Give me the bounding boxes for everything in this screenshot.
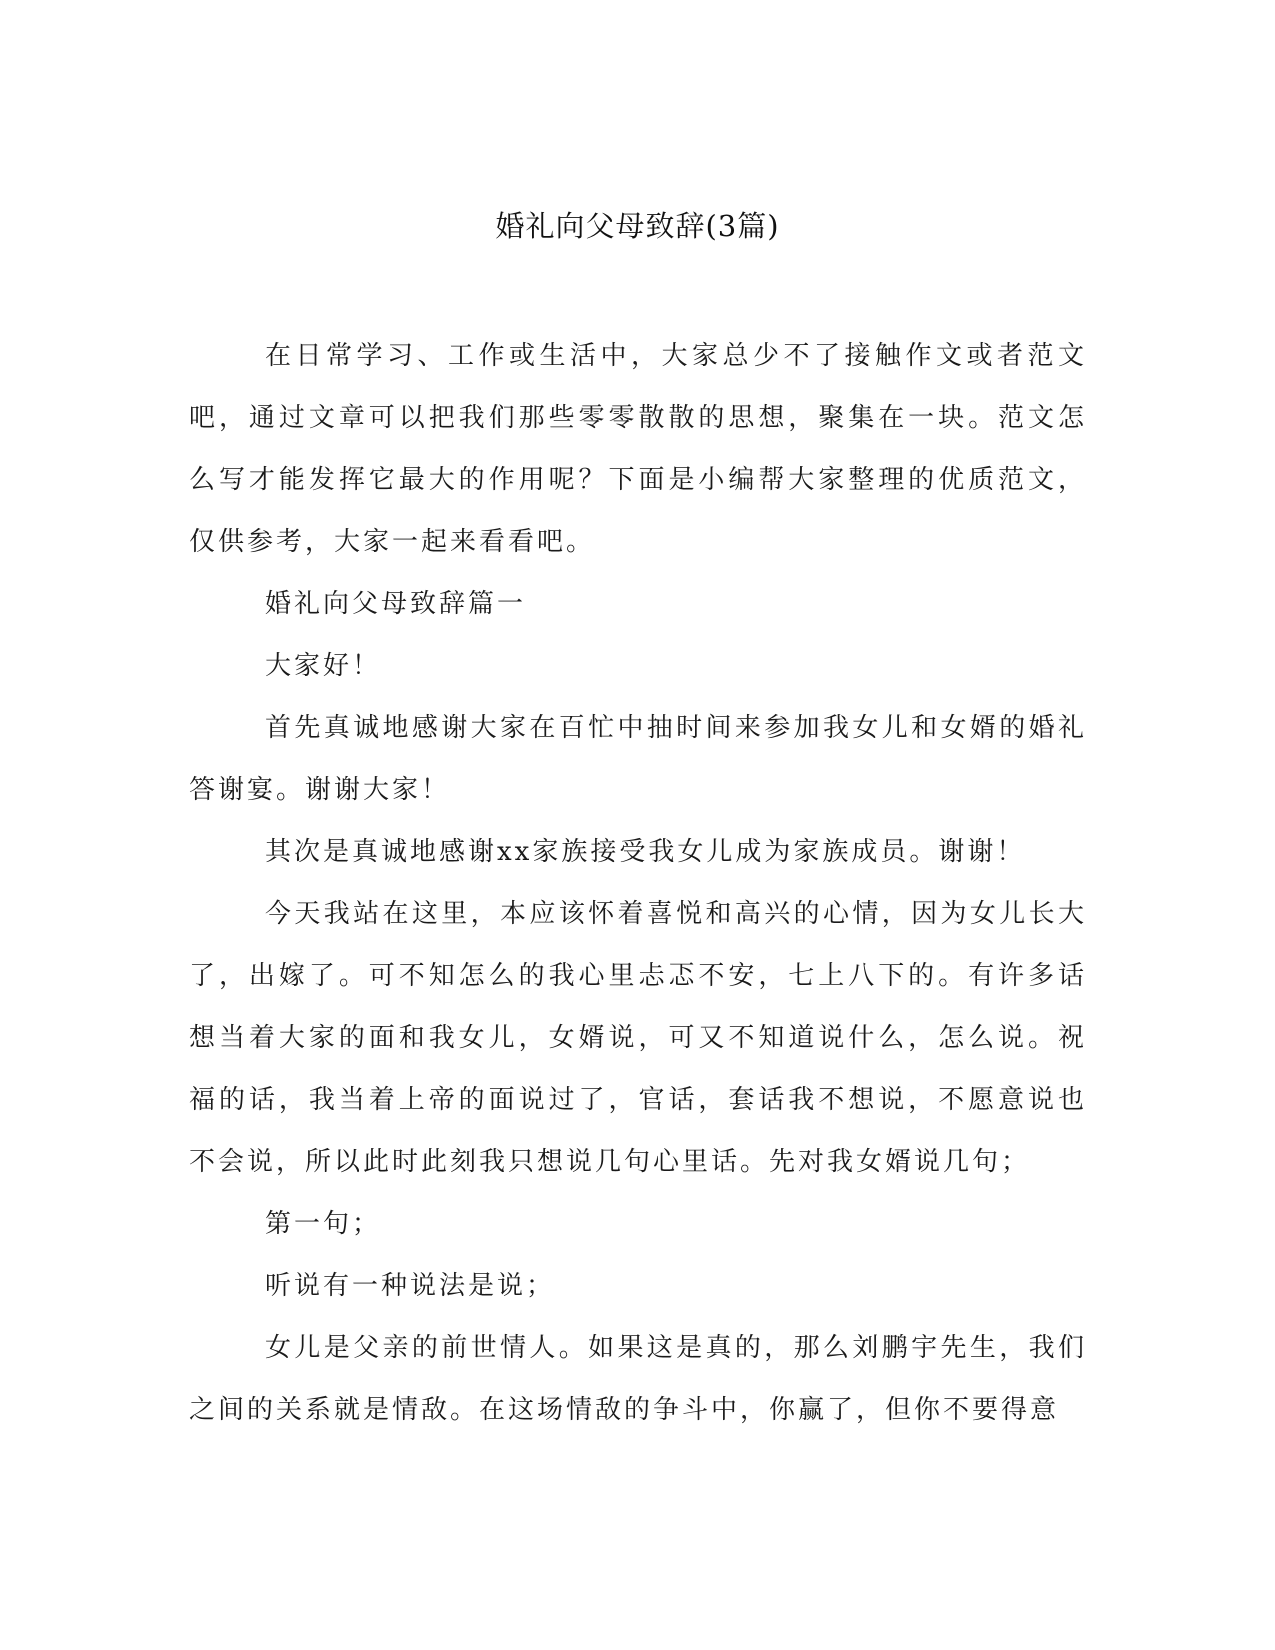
paragraph-intro: 在日常学习、工作或生活中，大家总少不了接触作文或者范文吧，通过文章可以把我们那些零零散散的思想，聚集在一块。范文怎么写才能发挥它最大的作用呢？下面是小编帮大家整理的优质范文，仅供参考，大家一起来看看吧。: [189, 341, 1087, 557]
paragraph-section-heading: 婚礼向父母致辞篇一: [265, 589, 527, 619]
document-body: [189, 325, 1087, 1441]
paragraph-saying: 听说有一种说法是说；: [265, 1271, 556, 1301]
paragraph-thanks-family: 其次是真诚地感谢xx家族接受我女儿成为家族成员。谢谢！: [265, 837, 1026, 867]
paragraph-greeting: 大家好！: [265, 651, 382, 681]
paragraph-rival: 女儿是父亲的前世情人。如果这是真的，那么刘鹏宇先生，我们之间的关系就是情敌。在这场情敌的争斗中，你赢了，但你不要得意: [189, 1333, 1087, 1425]
paragraph-feelings: 今天我站在这里，本应该怀着喜悦和高兴的心情，因为女儿长大了，出嫁了。可不知怎么的我心里忐忑不安，七上八下的。有许多话想当着大家的面和我女儿，女婿说，可又不知道说什么，怎么说。祝福的话，我当着上帝的面说过了，官话，套话我不想说，不愿意说也不会说，所以此时此刻我只想说几句心里话。先对我女婿说几句；: [189, 899, 1087, 1177]
paragraph-first-point: 第一句；: [265, 1209, 382, 1239]
paragraph-thanks-guests: 首先真诚地感谢大家在百忙中抽时间来参加我女儿和女婿的婚礼答谢宴。谢谢大家！: [189, 713, 1087, 805]
document-title: 婚礼向父母致辞(3篇): [495, 209, 780, 243]
